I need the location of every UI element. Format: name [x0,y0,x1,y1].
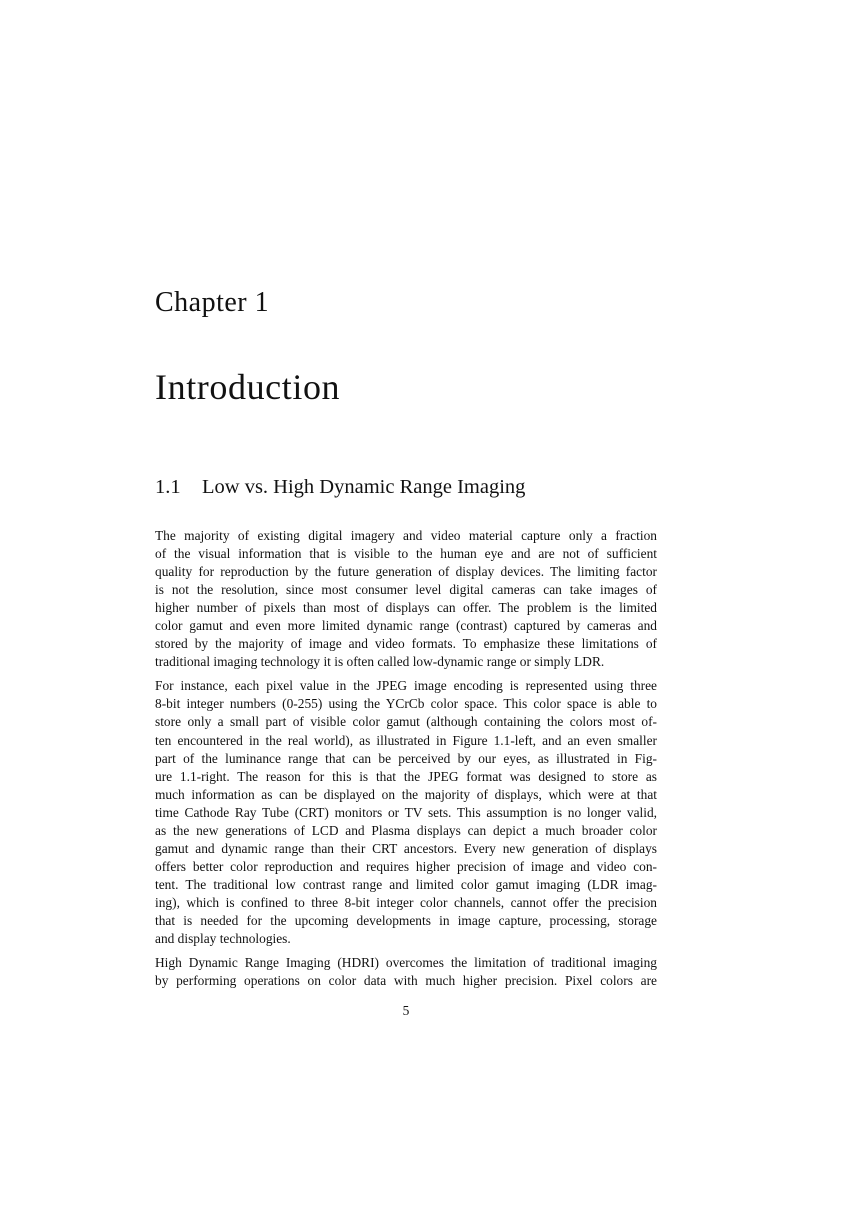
paragraph-line: offers better color reproduction and requires higher precision of image and video con- [155,858,657,874]
paragraph [155,527,657,671]
paragraph [155,677,657,948]
paragraph-line: color gamut and even more limited dynamic range (contrast) captured by cameras and [155,618,657,634]
section-title: Low vs. High Dynamic Range Imaging [202,476,526,498]
paragraph-line: tent. The traditional low contrast range and limited color gamut imaging (LDR imag- [155,876,657,892]
paragraph-line: higher number of pixels than most of displays can offer. The problem is the limited [155,600,657,616]
paragraph [155,954,657,990]
paragraph-line: traditional imaging technology it is often called low-dynamic range or simply LDR. [155,654,605,670]
chapter-title: Introduction [155,367,341,407]
paragraph-line: is not the resolution, since most consumer level digital cameras can take images of [155,582,657,598]
paragraph-line: part of the luminance range that can be perceived by our eyes, as illustrated in Fig- [155,750,657,766]
paragraph-line: For instance, each pixel value in the JPEG image encoding is represented using three [155,678,657,694]
paragraph-line: 8-bit integer numbers (0-255) using the YCrCb color space. This color space is able to [155,696,657,712]
paragraph-line: ure 1.1-right. The reason for this is that the JPEG format was designed to store as [155,768,657,784]
paragraph-line: gamut and dynamic range than their CRT ancestors. Every new generation of displays [155,840,657,856]
paragraph-line: High Dynamic Range Imaging (HDRI) overcomes the limitation of traditional imaging [155,955,657,971]
paragraph-line: as the new generations of LCD and Plasma displays can depict a much broader color [155,822,657,838]
body-text [155,527,657,990]
paragraph-line: by performing operations on color data with much higher precision. Pixel colors are [155,973,657,989]
page-number: 5 [402,1003,410,1018]
paragraph-line: ten encountered in the real world), as illustrated in Figure 1.1-left, and an even smaller [155,732,657,748]
chapter-label: Chapter 1 [155,287,270,318]
paragraph-line: of the visual information that is visible to the human eye and are not of sufficient [155,546,657,562]
paragraph-line: store only a small part of visible color gamut (although containing the colors most of- [155,714,657,730]
paragraph-line: quality for reproduction by the future generation of display devices. The limiting factor [155,564,657,580]
paragraph-line: and display technologies. [155,931,291,947]
paragraph-line: ing), which is confined to three 8-bit integer color channels, cannot offer the precision [155,894,657,910]
paragraph-line: stored by the majority of image and video formats. To emphasize these limitations of [155,636,657,652]
paragraph-line: time Cathode Ray Tube (CRT) monitors or TV sets. This assumption is no longer valid, [155,804,657,820]
section-heading [155,476,525,499]
paragraph-line: much information as can be displayed on the majority of displays, which were at that [155,786,657,802]
paragraph-line: The majority of existing digital imagery and video material capture only a fraction [155,528,657,543]
section-number: 1.1 [155,476,181,498]
paragraph-line: that is needed for the upcoming developments in image capture, processing, storage [155,912,657,928]
